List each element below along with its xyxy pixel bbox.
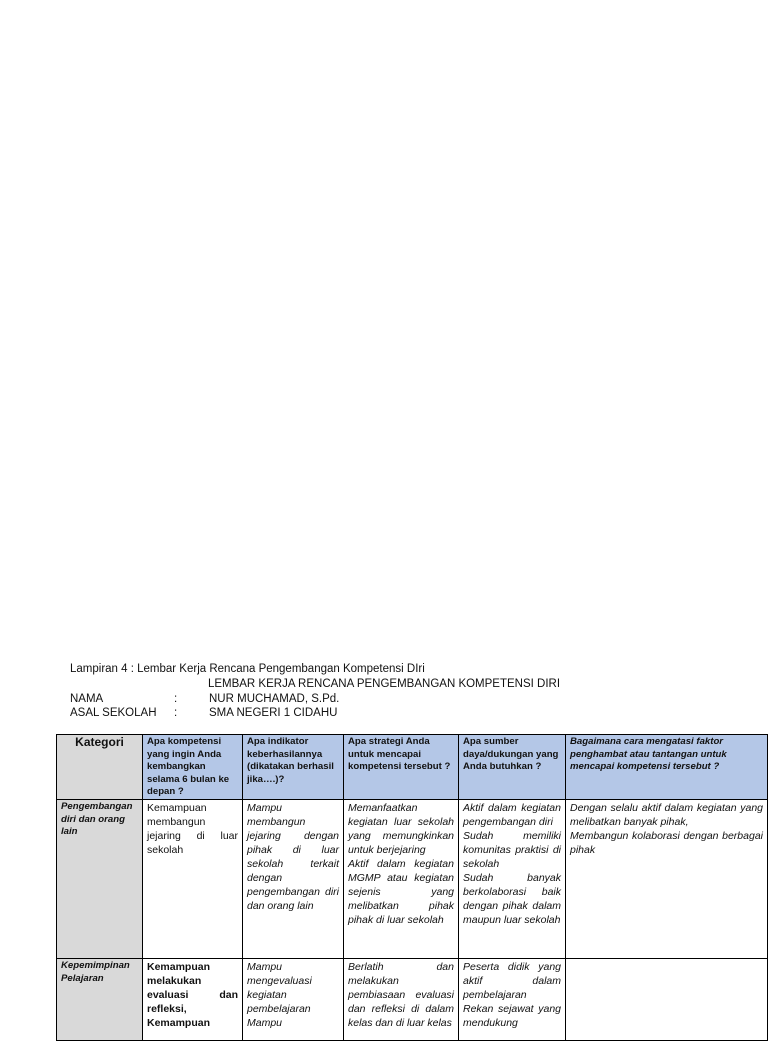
- field-colon: :: [174, 707, 178, 719]
- sumber-item: Sudah banyak berkolaborasi baik dengan pihak dalam maupun luar sekolah: [463, 872, 561, 926]
- competency-plan-table: [56, 734, 768, 1041]
- table-row: [57, 959, 768, 1041]
- cell-kategori: Pengembangan diri dan orang lain: [57, 800, 143, 959]
- document-caption: Lampiran 4 : Lembar Kerja Rencana Pengembangan Kompetensi DIri: [70, 663, 425, 675]
- cell-indikator: Mampu membangun jejaring dengan pihak di luar sekolah terkait dengan pengembangan diri dan orang lain: [243, 800, 344, 959]
- field-label-asal-sekolah: ASAL SEKOLAH: [70, 707, 157, 719]
- cell-strategi: [344, 800, 459, 959]
- cell-indikator: Mampu mengevaluasi kegiatan pembelajaran Mampu: [243, 959, 344, 1041]
- sumber-item: Peserta didik yang aktif dalam pembelajaran: [463, 961, 561, 1001]
- cell-kompetensi: Kemampuan membangun jejaring di luar sekolah: [143, 800, 243, 959]
- sumber-item: Aktif dalam kegiatan pengembangan diri: [463, 802, 561, 828]
- cell-sumber-daya: [459, 800, 566, 959]
- column-header-sumber-daya: Apa sumber daya/dukungan yang Anda butuhkan ?: [459, 735, 566, 800]
- cell-kompetensi: Kemampuan melakukan evaluasi dan refleksi, Kemampuan: [143, 959, 243, 1041]
- column-header-kategori: Kategori: [57, 735, 143, 800]
- column-header-hambatan: Bagaimana cara mengatasi faktor penghambat atau tantangan untuk mencapai kompetensi tersebut ?: [566, 735, 768, 800]
- column-header-strategi: Apa strategi Anda untuk mencapai kompetensi tersebut ?: [344, 735, 459, 800]
- field-label-nama: NAMA: [70, 693, 104, 705]
- sumber-item: Rekan sejawat yang mendukung: [463, 1003, 561, 1029]
- field-value-asal-sekolah: SMA NEGERI 1 CIDAHU: [209, 707, 338, 719]
- hambatan-item: Dengan selalu aktif dalam kegiatan yang melibatkan banyak pihak,: [570, 802, 763, 828]
- strategi-item: Berlatih dan melakukan pembiasaan evaluasi dan refleksi di dalam kelas dan di luar kelas: [348, 961, 454, 1029]
- cell-strategi: [344, 959, 459, 1041]
- table-row: [57, 800, 768, 959]
- hambatan-item: Membangun kolaborasi dengan berbagai pihak: [570, 830, 763, 856]
- table-header-row: [57, 735, 768, 800]
- field-value-nama: NUR MUCHAMAD, S.Pd.: [209, 693, 340, 705]
- column-header-indikator: Apa indikator keberhasilannya (dikatakan berhasil jika….)?: [243, 735, 344, 800]
- strategi-item: Aktif dalam kegiatan MGMP atau kegiatan sejenis yang melibatkan pihak pihak di luar sekolah: [348, 858, 454, 926]
- cell-kategori: Kepemimpinan Pelajaran: [57, 959, 143, 1041]
- cell-sumber-daya: [459, 959, 566, 1041]
- strategi-item: Memanfaatkan kegiatan luar sekolah yang memungkinkan untuk berjejaring: [348, 802, 454, 856]
- field-colon: :: [174, 693, 178, 705]
- cell-hambatan: [566, 800, 768, 959]
- cell-hambatan: [566, 959, 768, 1041]
- sumber-item: Sudah memiliki komunitas praktisi di sekolah: [463, 830, 561, 870]
- document-title: LEMBAR KERJA RENCANA PENGEMBANGAN KOMPETENSI DIRI: [207, 678, 561, 690]
- column-header-kompetensi: Apa kompetensi yang ingin Anda kembangkan selama 6 bulan ke depan ?: [143, 735, 243, 800]
